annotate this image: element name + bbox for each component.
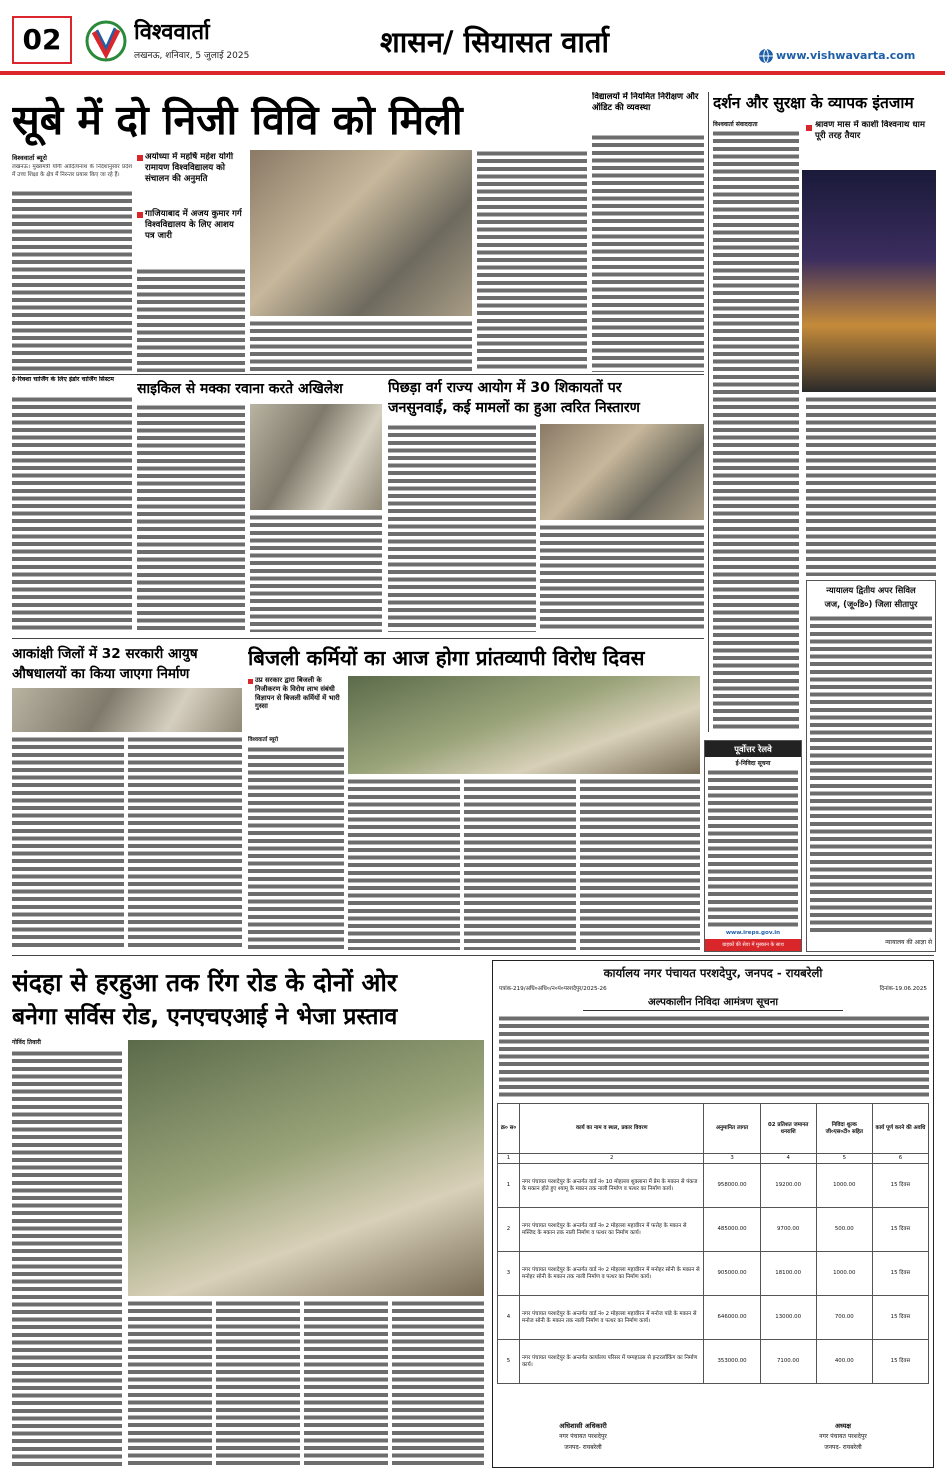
cell-period: 15 दिवस [872,1164,928,1208]
masthead-rule [0,71,945,75]
court-title-1: न्यायालय द्वितीय अपर सिविल [826,585,916,595]
cell-deposit: 13000.00 [760,1296,816,1340]
cell-deposit: 18100.00 [760,1252,816,1296]
tender-ref: पत्रांक-219/अधि०अधि०/न०पं०परशदेपुर/2025-26 [499,986,607,992]
section-title: शासन/ सियासत वार्ता [380,25,609,59]
lead-highlight-box [137,152,245,264]
bijli-headline: बिजली कर्मियों का आज होगा प्रांतव्यापी विरोध दिवस [248,646,645,670]
cell-deposit: 7100.00 [760,1340,816,1384]
ayush-photo [12,688,242,732]
cell-fee: 700.00 [816,1296,872,1340]
col-number: 1 [498,1154,520,1164]
website-link[interactable]: www.vishwavarta.com [776,49,916,62]
lead-under-photo-text [250,320,472,372]
lead-subbox-title: ई-रिक्शा चार्जिंग के लिए इंडोर चार्जिंग सिस्टम [12,376,114,383]
sign-left-sub: नगर पंचायत परशदेपुर [559,1433,607,1440]
cell-sn: 3 [498,1252,520,1296]
bullet-icon [248,679,253,684]
obc-col2-text [540,524,704,632]
ring-road-col5-text [392,1300,484,1466]
cell-work: नगर पंचायत परशदेपुर के अन्तर्गत वार्ड नं० 2 मोहल्ला महावीरन में मनोहर सोनी के मकान से मनोहर सोनी के मकान तक नाली निर्माण व पत्थर का निर्माण कार्य। [520,1252,704,1296]
bijli-col1-text [248,746,344,950]
ayush-headline-2: औषधालयों का किया जाएगा निर्माण [12,666,190,682]
col-header: 02 प्रतिशत जमानत धनराशि [760,1104,816,1154]
obc-headline-2: जनसुनवाई, कई मामलों का हुआ त्वरित निस्तारण [388,400,640,416]
cell-deposit: 19200.00 [760,1164,816,1208]
obc-headline-1: पिछड़ा वर्ग राज्य आयोग में 30 शिकायतों पर [388,380,622,396]
railway-text [708,769,798,929]
ayush-col1-text [12,736,124,950]
cell-fee: 1000.00 [816,1164,872,1208]
tender-office: कार्यालय नगर पंचायत परशदेपुर, जनपद - रायबरेली [603,966,823,980]
ayush-col2-text [128,736,242,950]
railway-subtitle: ई-निविदा सूचना [735,760,771,767]
topmid-text [592,134,704,372]
bullet-icon [137,155,143,161]
section-rule [12,374,704,375]
obc-photo [540,424,704,520]
column-divider [708,92,709,732]
cell-work: नगर पंचायत परशदेपुर के अन्तर्गत कार्यालय परिसर में पम्पहाउस से इन्टरलॉकिंग का निर्माण कार्य। [520,1340,704,1384]
lead-col4-text [477,150,587,372]
darshan-callout [806,120,936,166]
cell-cost: 646000.00 [704,1296,760,1340]
cell-sn: 5 [498,1340,520,1384]
cell-fee: 500.00 [816,1208,872,1252]
darshan-headline: दर्शन और सुरक्षा के व्यापक इंतजाम [713,94,914,112]
cell-cost: 905000.00 [704,1252,760,1296]
tender-notice [492,960,934,1468]
bijli-callout [248,676,344,732]
tender-table-colnums [498,1154,929,1164]
ring-road-col1-text [12,1050,122,1466]
tender-table-header [498,1104,929,1154]
cell-period: 15 दिवस [872,1340,928,1384]
masthead [0,0,945,75]
ayush-headline-1: आकांक्षी जिलों में 32 सरकारी आयुष [12,646,198,662]
lead-highlight-1: अयोध्या में महर्षि महेश योगी रामायण विश्वविद्यालय को संचालन की अनुमति [145,152,234,184]
lead-col1-text [12,190,132,372]
darshan-col1-text [713,130,799,732]
cell-fee: 400.00 [816,1340,872,1384]
table-row [498,1340,929,1384]
cell-cost: 353000.00 [704,1340,760,1384]
col-header: निविदा शुल्क जी०एस०टी० सहित [816,1104,872,1154]
cell-period: 15 दिवस [872,1252,928,1296]
col-number: 5 [816,1154,872,1164]
tender-intro-text [499,1015,929,1099]
table-row [498,1164,929,1208]
ring-road-headline-2: बनेगा सर्विस रोड, एनएचएआई ने भेजा प्रस्ताव [12,1004,398,1030]
bijli-col2-text [348,778,460,950]
ring-road-col2-text [128,1300,212,1466]
sign-right-title: अध्यक्ष [834,1422,852,1430]
cell-sn: 2 [498,1208,520,1252]
ring-road-col4-text [304,1300,388,1466]
lead-subbox-text [12,396,132,632]
col-number: 6 [872,1154,928,1164]
logo-icon [84,20,128,62]
railway-header: पूर्वोत्तर रेलवे [705,741,801,757]
ring-road-col3-text [216,1300,300,1466]
dateline: लखनऊ, शनिवार, 5 जुलाई 2025 [134,51,250,61]
col-number: 3 [704,1154,760,1164]
lead-headline: सूबे में दो निजी विवि को मिली [12,96,463,144]
railway-website[interactable]: www.ireps.gov.in [725,930,781,936]
cell-fee: 1000.00 [816,1252,872,1296]
sign-left-title: अधिशासी अधिकारी [559,1422,607,1430]
bijli-photo [348,676,700,774]
cell-sn: 4 [498,1296,520,1340]
globe-icon [758,48,774,64]
railway-ad [704,740,802,952]
bijli-callout-text: उप्र सरकार द्वारा बिजली के निजीकरण के विरोध लाभ संबंधी विज्ञापन से बिजली कर्मियों में भारी गुस्सा [255,676,340,711]
topmid-headline: विद्यालयों में नियमित निरीक्षण और ऑडिट की व्यवस्था [592,92,699,113]
col-header: कार्य का नाम व स्थल, प्रकार विवरण [520,1104,704,1154]
col-header: अनुमानित लागत [704,1104,760,1154]
tender-date: दिनांक-19.06.2025 [879,986,927,992]
darshan-photo [802,170,936,392]
ring-road-headline-1: संदहा से हरहुआ तक रिंग रोड के दोनों ओर [12,968,398,997]
table-row [498,1252,929,1296]
ring-road-photo [128,1040,484,1296]
ring-road-byline: गोविंद तिवारी [12,1039,41,1046]
lead-byline: विश्ववार्ता ब्यूरो [12,154,47,162]
akhilesh-photo [250,404,382,510]
bijli-col3-text [464,778,576,950]
page-number: 02 [12,16,72,64]
paper-name: विश्ववार्ता [134,20,210,45]
col-number: 4 [760,1154,816,1164]
court-notice [806,580,936,952]
tender-table [497,1103,929,1384]
cell-work: नगर पंचायत परशदेपुर के अन्तर्गत वार्ड नं० 2 मोहल्ला महावीरन में मनोज पांडे के मकान से मनोज सोनी के मकान तक नाली निर्माण व पत्थर का निर्माण कार्य। [520,1296,704,1340]
court-footer: न्यायालय की आज्ञा से [885,939,932,946]
table-row [498,1296,929,1340]
col-number: 2 [520,1154,704,1164]
lead-highlight-2: गाजियाबाद में अजय कुमार गर्ग विश्वविद्यालय के लिए आशय पत्र जारी [145,209,242,241]
bijli-col4-text [580,778,700,950]
cell-deposit: 9700.00 [760,1208,816,1252]
court-title-2: जज, (जू०डि०) जिला सीतापुर [824,599,918,609]
akhilesh-headline: साइकिल से मक्का रवाना करते अखिलेश [137,381,343,397]
lead-body-start: लखनऊ। मुख्यमंत्री योगी आदित्यनाथ के निर्देशानुसार प्रदेश में उच्च शिक्षा के क्षेत्र में निरन्तर प्रयास किए जा रहे हैं। [12,164,132,178]
cell-cost: 958000.00 [704,1164,760,1208]
cell-sn: 1 [498,1164,520,1208]
court-text [810,615,932,935]
bijli-byline: विश्ववार्ता ब्यूरो [248,737,279,743]
bullet-icon [137,212,143,218]
darshan-callout-text: श्रावण मास में काशी विश्वनाथ धाम पूरी तरह तैयार [815,120,926,141]
lead-col2-text [137,268,245,372]
table-row [498,1208,929,1252]
lead-photo [250,150,472,316]
darshan-col2-text [806,396,936,576]
cell-period: 15 दिवस [872,1296,928,1340]
sign-right-place: जनपद- रायबरेली [824,1444,862,1451]
section-rule [12,638,704,639]
col-header: क्र० स० [498,1104,520,1154]
cell-work: नगर पंचायत परशदेपुर के अन्तर्गत वार्ड नं० 2 मोहल्ला महावीरन में फत्तेह के मकान से मस्जिद के मकान तक नाली निर्माण व पत्थर का निर्माण कार्य। [520,1208,704,1252]
akhilesh-col2-text [250,514,382,632]
akhilesh-col1-text [137,404,245,632]
darshan-byline: विश्ववार्ता संवाददाता [713,121,758,128]
sign-right-sub: नगर पंचायत परशदेपुर [819,1433,867,1440]
tender-notice-title: अल्पकालीन निविदा आमंत्रण सूचना [583,995,843,1011]
cell-period: 15 दिवस [872,1208,928,1252]
cell-cost: 485000.00 [704,1208,760,1252]
sign-left-place: जनपद- रायबरेली [564,1444,602,1451]
section-rule [12,955,934,956]
col-header: कार्य पूर्ण करने की अवधि [872,1104,928,1154]
railway-footer: ग्राहकों की सेवा में मुस्कान के साथ [705,939,801,951]
obc-col1-text [388,424,536,632]
bullet-icon [806,125,812,131]
cell-work: नगर पंचायत परशदेपुर के अन्तर्गत वार्ड नं० 10 मोहल्ला शुक्लाना में प्रेम के मकान से पंकज के मकान होते हुए श्यामू के मकान तक नाली निर्माण व पत्थर का निर्माण कार्य। [520,1164,704,1208]
